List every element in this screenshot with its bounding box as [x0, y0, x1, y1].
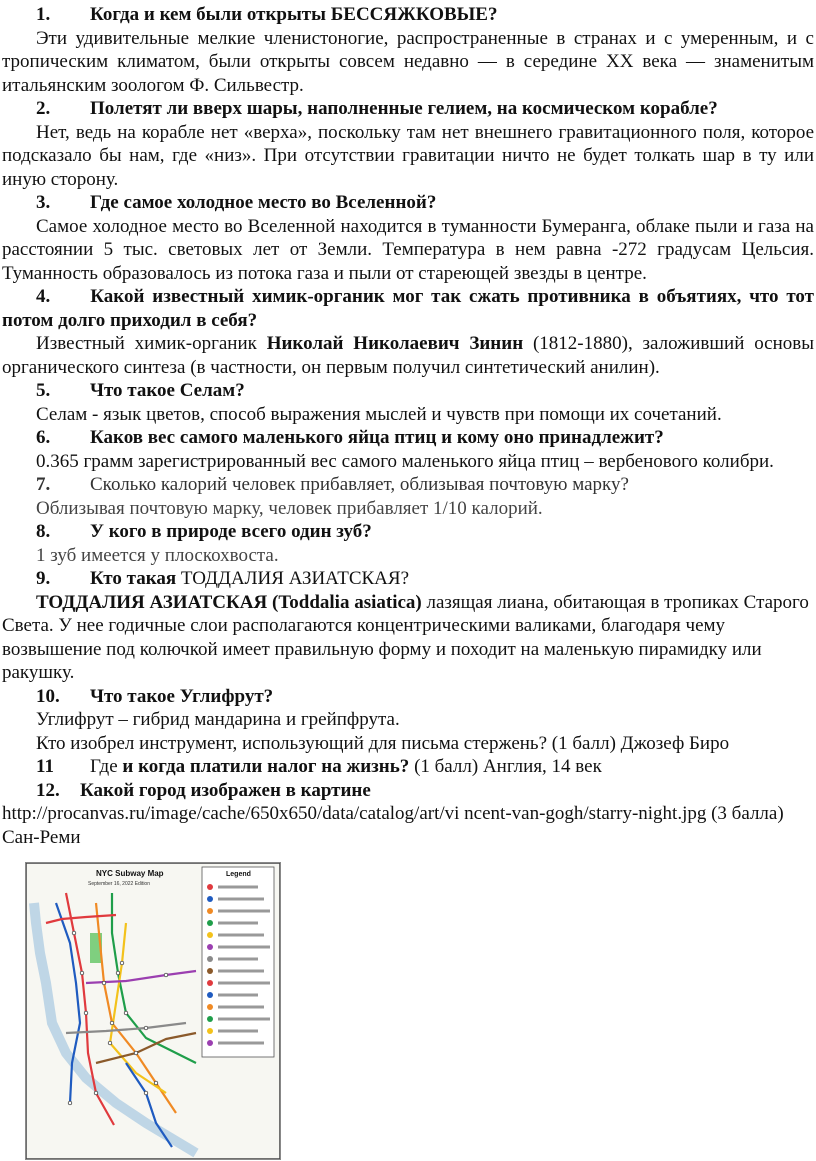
subway-station — [116, 971, 120, 975]
legend-swatch — [207, 908, 213, 914]
question-number: 8. — [36, 521, 51, 542]
subway-station — [144, 1091, 148, 1095]
question-number: 9. — [36, 568, 51, 589]
legend-text-placeholder — [218, 958, 258, 961]
subway-station — [94, 1091, 98, 1095]
question-number: 1. — [36, 4, 51, 25]
answer-4 — [2, 332, 814, 379]
question-5 — [2, 379, 814, 403]
legend-swatch — [207, 956, 213, 962]
legend-swatch — [207, 1040, 213, 1046]
answer-8: 1 зуб имеется у плоскохвоста. — [36, 544, 279, 566]
answer-12: http://procanvas.ru/image/cache/650x650/data/catalog/art/vi ncent-van-gogh/starry-night.jpg (3 балла) Сан-Реми — [2, 803, 784, 848]
question-text: Что такое Селам? — [90, 380, 245, 401]
plant-name: ТОДДАЛИЯ АЗИАТСКАЯ (Toddalia asiatica) — [36, 591, 422, 613]
legend-swatch — [207, 896, 213, 902]
question-number: 6. — [36, 427, 51, 448]
legend-text-placeholder — [218, 886, 258, 889]
question-text: Каков вес самого маленького яйца птиц и кому оно принадлежит? — [90, 427, 664, 448]
question-2 — [2, 97, 814, 121]
question-number: 7. — [36, 474, 51, 495]
answer-pre: Известный химик-органик — [36, 333, 267, 354]
subway-map-image — [25, 862, 281, 1160]
legend-swatch — [207, 1004, 213, 1010]
subway-station — [72, 931, 76, 935]
subway-station — [108, 1041, 112, 1045]
answer-5: Селам - язык цветов, способ выражения мыслей и чувств при помощи их сочетаний. — [36, 403, 722, 425]
question-text: Сколько калорий человек прибавляет, облизывая почтовую марку? — [90, 474, 629, 495]
question-number: 4. — [36, 286, 51, 307]
subway-station — [134, 1051, 138, 1055]
answer-9 — [2, 591, 814, 685]
legend-text-placeholder — [218, 910, 270, 913]
question-number: 3. — [36, 192, 51, 213]
subway-station — [80, 971, 84, 975]
legend-swatch — [207, 968, 213, 974]
document — [2, 3, 814, 849]
legend-text-placeholder — [218, 994, 258, 997]
question-number: 5. — [36, 380, 51, 401]
question-answer: (1 балл) Англия, 14 век — [409, 756, 602, 777]
legend-text-placeholder — [218, 1042, 264, 1045]
answer-10: Углифрут – гибрид мандарина и грейпфрута. — [36, 709, 400, 730]
subway-station — [124, 1011, 128, 1015]
legend-text-placeholder — [218, 970, 264, 973]
map-legend-box — [202, 867, 274, 1057]
answer-rest: лазящая лиана, обитающая в тропиках Старого Света. У нее годичные слои располагаются концентрическими валиками, благодаря чему возвышение под колючкой имеет правильную форму и походит на маленькую пирамидку или ракушку. — [2, 591, 809, 683]
question-number: 2. — [36, 98, 51, 119]
question-4 — [2, 285, 814, 332]
subway-station — [164, 973, 168, 977]
legend-swatch — [207, 1016, 213, 1022]
question-number: 10. — [36, 685, 60, 707]
question-text-normal: ТОДДАЛИЯ АЗИАТСКАЯ? — [180, 568, 410, 589]
question-text: Когда и кем были открыты БЕССЯЖКОВЫЕ? — [90, 4, 498, 25]
question-text-bold: Кто такая — [90, 568, 181, 589]
answer-6: 0.365 грамм зарегистрированный вес самого маленького яйца птиц – вербенового колибри. — [36, 450, 774, 472]
subway-station — [110, 1021, 114, 1025]
question-text: Какой город изображен в картине — [80, 779, 371, 801]
question-text: У кого в природе всего один зуб? — [90, 521, 372, 542]
question-number: 12. — [36, 779, 60, 801]
question-9 — [2, 567, 814, 591]
legend-text-placeholder — [218, 946, 270, 949]
answer-3: Самое холодное место во Вселенной находится в туманности Бумеранга, облаке пыли и газа на расстоянии 5 тыс. световых лет от Земли. Температура в нем равна -272 градусам Цельсия. Туманность образовалось из потока газа и пыли от стареющей звезды в центре. — [2, 215, 814, 284]
map-legend-title: Legend — [226, 871, 251, 878]
map-subtitle: September 16, 2022 Edition — [88, 881, 150, 887]
answer-1: Эти удивительные мелкие членистоногие, распространенные в странах и с умеренным, и с тропическим климатом, были открыты совсем недавно — в середине XX века — знаменитым итальянским зоологом Ф. Сильвестр. — [2, 27, 814, 96]
answer-2: Нет, ведь на корабле нет «верха», поскольку там нет внешнего гравитационного поля, которое подсказало бы нам, где «низ». При отсутствии гравитации ничто не будет толкать шар в ту или иную сторону. — [2, 121, 814, 190]
chemist-name: Николай Николаевич Зинин — [266, 333, 524, 354]
legend-text-placeholder — [218, 934, 264, 937]
legend-text-placeholder — [218, 1006, 264, 1009]
legend-text-placeholder — [218, 922, 258, 925]
legend-text-placeholder — [218, 898, 264, 901]
question-6 — [2, 426, 814, 450]
subway-station — [120, 961, 124, 965]
question-10 — [2, 685, 814, 709]
subway-map-graphic — [26, 863, 280, 1159]
answer-7: Облизывая почтовую марку, человек прибавляет 1/10 калорий. — [36, 497, 543, 519]
question-text-normal: Где — [90, 756, 123, 777]
legend-swatch — [207, 932, 213, 938]
question-text: Что такое Углифрут? — [90, 685, 274, 707]
legend-text-placeholder — [218, 1030, 258, 1033]
legend-swatch — [207, 920, 213, 926]
extra-question: Кто изобрел инструмент, использующий для письма стержень? (1 балл) Джозеф Биро — [36, 732, 730, 754]
question-number: 11 — [36, 756, 54, 777]
question-1 — [2, 3, 814, 27]
subway-station — [102, 981, 106, 985]
subway-station — [144, 1026, 148, 1030]
answer-post: (1812-1880), заложивший основы органического синтеза (в частности, он первым получил синтетический анилин). — [2, 333, 815, 378]
question-3 — [2, 191, 814, 215]
legend-text-placeholder — [218, 1018, 270, 1021]
question-12 — [2, 779, 814, 803]
question-8 — [2, 520, 814, 544]
legend-text-placeholder — [218, 982, 270, 985]
question-text: Полетят ли вверх шары, наполненные гелием, на космическом корабле? — [90, 98, 718, 119]
question-11 — [2, 755, 814, 779]
legend-swatch — [207, 944, 213, 950]
question-7 — [2, 473, 814, 497]
question-text-bold: и когда платили налог на жизнь? — [122, 756, 410, 777]
legend-swatch — [207, 980, 213, 986]
legend-swatch — [207, 1028, 213, 1034]
question-text: Какой известный химик-органик мог так сжать противника в объятиях, что тот потом долго приходил в себя? — [2, 286, 814, 331]
legend-swatch — [207, 992, 213, 998]
legend-swatch — [207, 884, 213, 890]
map-title: NYC Subway Map — [96, 869, 164, 878]
question-text: Где самое холодное место во Вселенной? — [90, 192, 437, 213]
subway-station — [68, 1101, 72, 1105]
subway-station — [84, 1011, 88, 1015]
subway-station — [154, 1081, 158, 1085]
